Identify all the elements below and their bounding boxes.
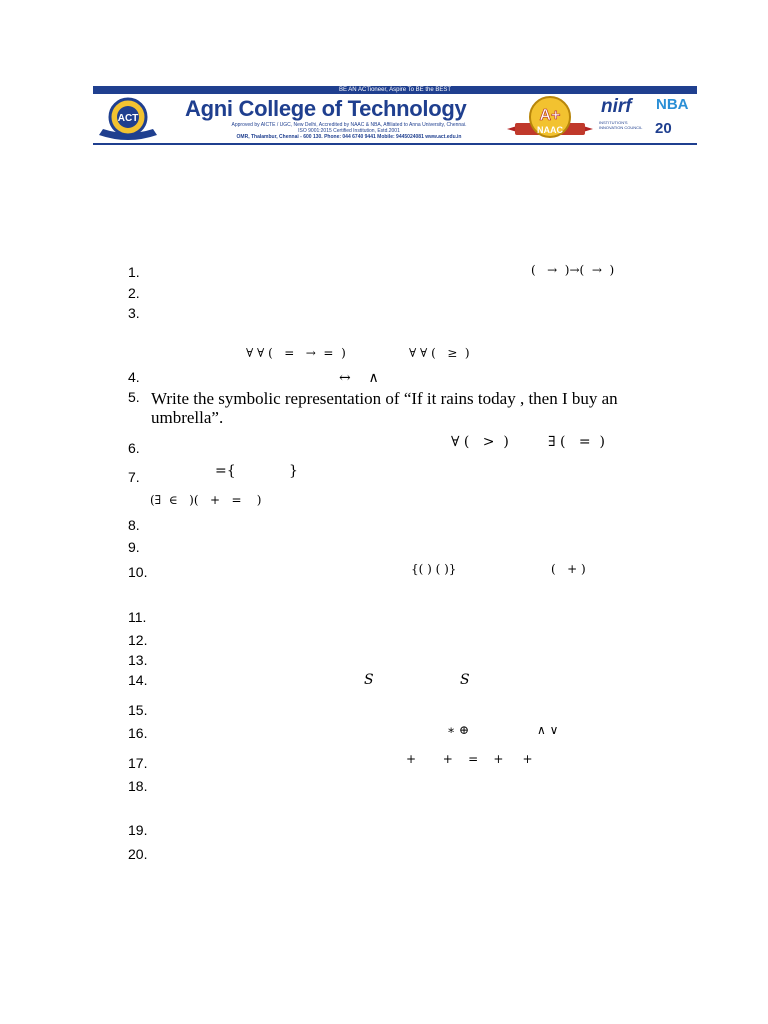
nirf-logo: nirf <box>601 96 632 117</box>
formula-q14-first: S <box>364 672 374 688</box>
college-name: Agni College of Technology <box>185 96 467 121</box>
formula-q7-set: ={ } <box>215 463 298 479</box>
question-number: 18. <box>128 778 148 794</box>
formula-q10-relation: {( ) ( )} <box>411 562 457 576</box>
question-number: 6. <box>128 440 140 456</box>
naac-grade: A+ <box>539 107 561 124</box>
approval-line: Approved by AICTE / UGC, New Delhi, Accredited by NAAC & NBA, Affiliated to Anna University, Chennai. <box>231 122 467 128</box>
innovation-council-label: INSTITUTION'S INNOVATION COUNCIL <box>599 120 643 130</box>
approval-line: ISO 9001:2015 Certified Institution, Estd.2001 <box>298 128 400 134</box>
question-number: 11. <box>128 609 147 625</box>
question-number: 10. <box>128 564 148 580</box>
formula-q6-first: ∀ ( > ) <box>451 434 509 450</box>
question-number: 4. <box>128 369 140 385</box>
question-number: 9. <box>128 539 140 555</box>
approval-info <box>189 122 509 140</box>
question-number: 7. <box>128 469 140 485</box>
question-number: 19. <box>128 822 148 838</box>
question-number: 20. <box>128 846 148 862</box>
approval-line: OMR, Thalambur, Chennai - 600 130. Phone: 044 6740 9441 Mobile: 9445024081 www.act.edu.in <box>236 134 462 140</box>
question-number: 15. <box>128 702 148 718</box>
formula-q1: ( → )→( → ) <box>531 263 615 277</box>
tagline: BE AN ACTioneer, Aspire To BE the BEST <box>93 86 697 94</box>
question-number: 12. <box>128 632 148 648</box>
formula-q3-second: ∀ ∀ ( ≥ ) <box>409 346 470 360</box>
question-number: 16. <box>128 725 148 741</box>
formula-q16-connectives: ∧ ∨ <box>537 723 559 737</box>
question-number: 17. <box>128 755 148 771</box>
naac-label: NAAC <box>537 125 563 135</box>
anniversary-logo: 20 <box>655 120 672 137</box>
formula-q4: ↔ ∧ <box>339 370 379 386</box>
question-number: 14. <box>128 672 148 688</box>
college-seal-icon <box>97 95 159 141</box>
formula-q14-second: S <box>460 672 470 688</box>
college-header-banner <box>93 86 697 145</box>
nba-logo: NBA <box>656 96 689 113</box>
question-number: 13. <box>128 652 148 668</box>
question-number: 1. <box>128 264 140 280</box>
question-5-statement: Write the symbolic representation of “If it rains today , then I buy an umbrella”. <box>151 389 618 427</box>
question-number: 2. <box>128 285 140 301</box>
formula-q3-first: ∀ ∀ ( = → = ) <box>246 346 346 360</box>
question-number: 8. <box>128 517 140 533</box>
naac-badge-icon <box>507 95 593 141</box>
question-number: 3. <box>128 305 140 321</box>
seal-text: ACT <box>117 113 139 124</box>
formula-q10-expression: ( + ) <box>551 562 586 576</box>
question-number: 5. <box>128 389 140 405</box>
formula-q6-second: ∃ ( = ) <box>548 434 605 450</box>
formula-q17: + + = + + <box>406 752 533 766</box>
formula-q7-quantifier: (∃ ∈ )( + = ) <box>150 493 262 507</box>
formula-q16-operators: ∗ ⊕ <box>447 723 470 737</box>
